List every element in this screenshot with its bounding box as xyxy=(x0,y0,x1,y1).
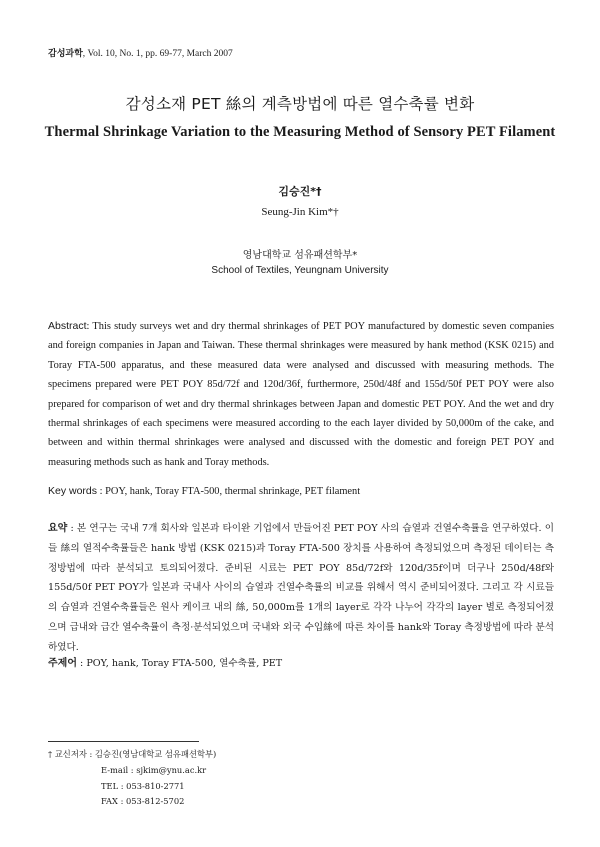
korean-keywords-text: : POY, hank, Toray FTA-500, 열수축률, PET xyxy=(80,658,283,669)
footnote xyxy=(48,747,448,810)
keywords-text: : POY, hank, Toray FTA-500, thermal shrinkage, PET filament xyxy=(99,486,361,497)
korean-abstract-label: 요약 xyxy=(48,523,68,534)
author-korean: 김승진*† xyxy=(278,185,322,198)
journal-citation xyxy=(48,46,233,59)
author-english: Seung-Jin Kim*† xyxy=(261,206,339,218)
keywords-label: Key words xyxy=(48,485,98,497)
footnote-email: E-mail : sjkim@ynu.ac.kr xyxy=(101,764,207,775)
korean-keywords-label: 주제어 xyxy=(48,658,77,669)
korean-keywords-section xyxy=(48,654,554,669)
abstract-text: : This study surveys wet and dry thermal shrinkages of PET POY manufactured by domestic seven companies and foreign companies in Japan and Taiwan. These thermal shrinkages were measured by hank method (KSK 0215) and Toray FTA-500 apparatus, and these measured data were analysed and discussed with measuring methods. The specimens prepared were PET POY 85d/72f and 120d/36f, furthermore, 250d/48f and 155d/50f PET POY were also prepared for comparison of wet and dry thermal shrinkages between Japan and domestic PET POY. And the wet and dry thermal shrinkages of each specimens were measured according to the each layer divided by 50,000m of the cake, and between and within thermal shrinkages were analysed and discussed with the domestic and foreign PET POY and measuring methods such as hank and Toray methods. xyxy=(48,321,554,468)
footnote-divider xyxy=(48,741,199,742)
keywords-section xyxy=(48,485,554,497)
footnote-corresponding-author: † 교신저자 : 김승진(영남대학교 섬유패션학부) xyxy=(48,749,217,759)
journal-info: , Vol. 10, No. 1, pp. 69-77, March 2007 xyxy=(82,49,233,59)
abstract-label: Abstract xyxy=(48,320,87,332)
korean-abstract-text: : 본 연구는 국내 7개 회사와 일본과 타이완 기업에서 만들어진 PET POY 사의 습열과 건열수축률을 연구하였다. 이들 絲의 열적수축률들은 hank 방법 (KSK 0215)과 Toray FTA-500 장치를 사용하여 측정되었으며 측정된 데이터는 측정방법에 따라 분석되고 토의되어졌다. 준비된 시료는 PET POY 85d/72f와 120d/35f이며 더구나 250d/48f와 155d/50f PET POY가 일본과 국내사 사이의 습열과 건열수축률의 비교를 위해서 역시 준비되어졌다. 그리고 각 시료들의 습열과 건열수축률들은 원사 케이크 내의 絲, 50,000m를 1개의 layer로 각각 나누어 각각의 layer 별로 측정되어졌으며 급내와 급간 열수축률이 측정·분석되었으며 국내와 외국 수입絲에 따른 차이를 hank와 Toray 측정방법에 따라 분석하였다. xyxy=(48,523,554,653)
footnote-tel: TEL : 053-810-2771 xyxy=(101,780,185,791)
title-korean: 감성소재 PET 絲의 계측방법에 따른 열수축률 변화 xyxy=(125,95,475,113)
journal-name: 감성과학 xyxy=(48,49,83,59)
affiliation-korean: 영남대학교 섬유패션학부* xyxy=(242,250,358,261)
title-english: Thermal Shrinkage Variation to the Measuring Method of Sensory PET Filament xyxy=(44,124,556,140)
korean-abstract-section xyxy=(48,519,554,658)
footnote-fax: FAX : 053-812-5702 xyxy=(101,796,185,807)
affiliation-english: School of Textiles, Yeungnam University xyxy=(211,265,389,276)
abstract-section xyxy=(48,317,554,472)
